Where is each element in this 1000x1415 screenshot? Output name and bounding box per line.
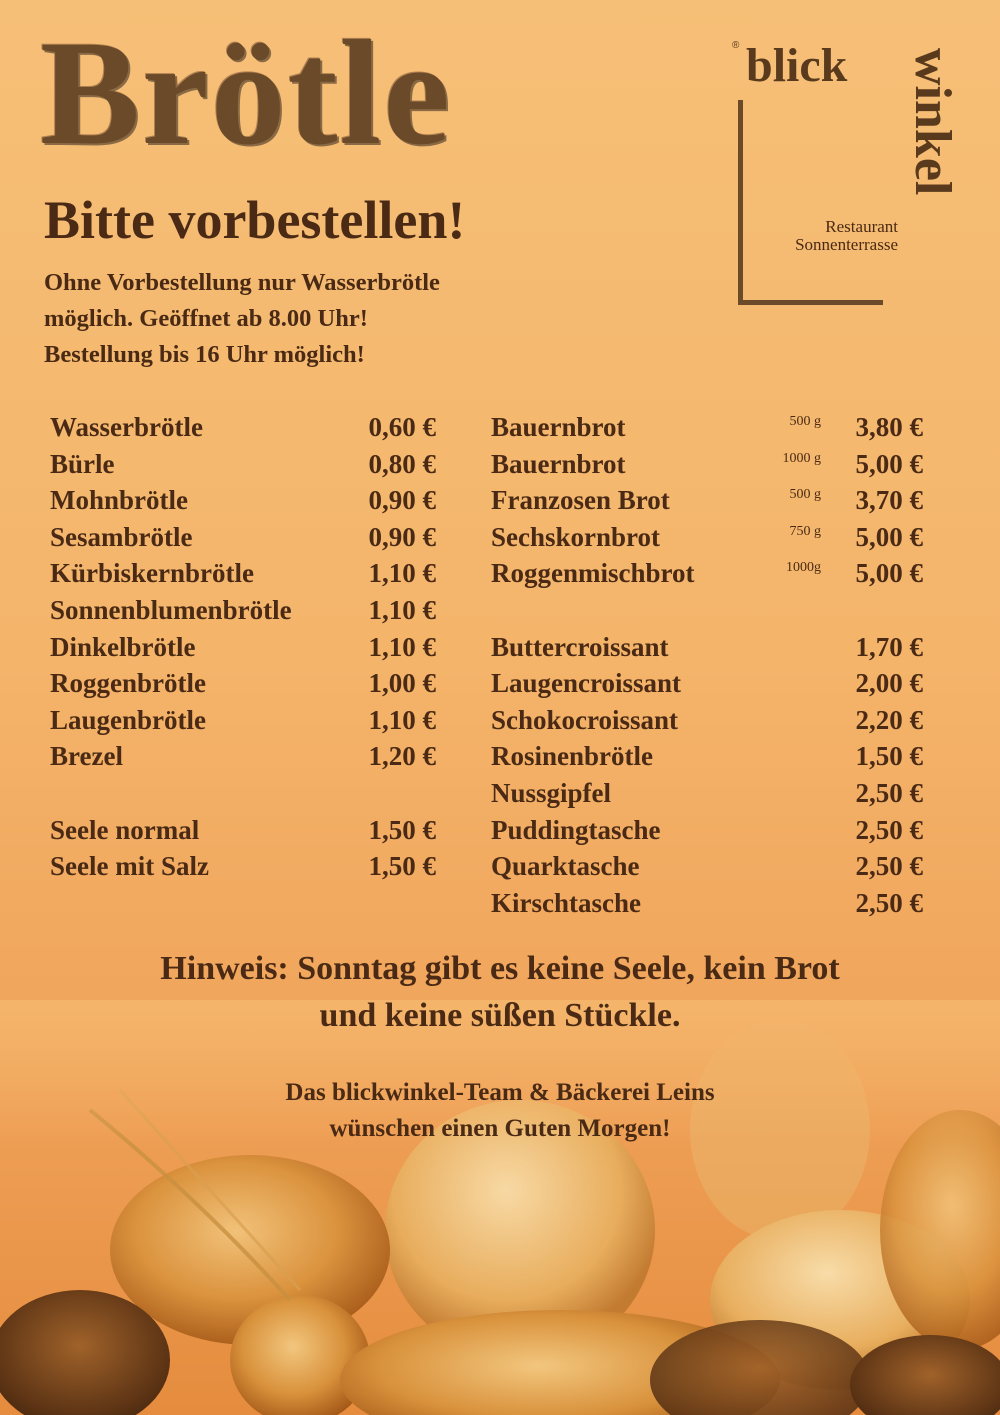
price-row bbox=[491, 558, 931, 595]
price-row bbox=[491, 412, 931, 449]
item-name: Franzosen Brot bbox=[491, 485, 670, 516]
price-row bbox=[50, 815, 450, 852]
team-greeting bbox=[60, 1075, 940, 1147]
price-row bbox=[491, 485, 931, 522]
intro-line: Bestellung bis 16 Uhr möglich! bbox=[44, 341, 365, 368]
item-price: 1,00 € bbox=[368, 668, 436, 699]
item-price: 2,50 € bbox=[855, 851, 923, 882]
item-price: 2,50 € bbox=[855, 887, 923, 918]
price-row bbox=[50, 449, 450, 486]
preorder-heading: Bitte vorbestellen! bbox=[44, 190, 466, 250]
price-row bbox=[50, 558, 450, 595]
item-weight: 1000 g bbox=[782, 450, 821, 466]
price-row bbox=[491, 815, 931, 852]
item-price: 1,50 € bbox=[855, 741, 923, 772]
item-price: 1,10 € bbox=[368, 704, 436, 735]
logo-word-winkel: winkel bbox=[904, 48, 961, 196]
sunday-notice bbox=[60, 945, 940, 1039]
logo-word-blick: blick bbox=[746, 39, 848, 92]
greeting-line: Das blickwinkel-Team & Bäckerei Leins bbox=[285, 1079, 715, 1106]
item-name: Dinkelbrötle bbox=[50, 631, 196, 662]
price-row bbox=[491, 522, 931, 559]
item-name: Bürle bbox=[50, 448, 115, 479]
item-price: 2,50 € bbox=[855, 777, 923, 808]
registered-mark: ® bbox=[732, 40, 740, 51]
blickwinkel-logo bbox=[730, 40, 970, 280]
item-name: Buttercroissant bbox=[491, 631, 669, 662]
notice-line: Hinweis: Sonntag gibt es keine Seele, kein Brot bbox=[160, 950, 840, 987]
item-name: Seele mit Salz bbox=[50, 851, 209, 882]
item-price: 5,00 € bbox=[855, 521, 923, 552]
item-price: 3,70 € bbox=[855, 485, 923, 516]
item-price: 1,10 € bbox=[368, 631, 436, 662]
item-name: Roggenbrötle bbox=[50, 668, 206, 699]
item-name: Roggenmischbrot bbox=[491, 558, 695, 589]
intro-line: Ohne Vorbestellung nur Wasserbrötle bbox=[44, 269, 440, 296]
bread-illustration bbox=[0, 1000, 1000, 1415]
notice-line: und keine süßen Stückle. bbox=[319, 997, 681, 1034]
item-name: Schokocroissant bbox=[491, 704, 679, 735]
item-price: 0,90 € bbox=[368, 521, 436, 552]
item-price: 5,00 € bbox=[855, 558, 923, 589]
item-name: Sonnenblumenbrötle bbox=[50, 594, 292, 625]
bread-pastry-price-list bbox=[491, 412, 931, 924]
price-row bbox=[50, 522, 450, 559]
price-row bbox=[50, 668, 450, 705]
price-row bbox=[50, 632, 450, 669]
price-row bbox=[491, 851, 931, 888]
price-row bbox=[491, 668, 931, 705]
item-name: Seele normal bbox=[50, 814, 200, 845]
rolls-price-list bbox=[50, 412, 450, 888]
item-name: Laugencroissant bbox=[491, 668, 682, 699]
item-name: Quarktasche bbox=[491, 851, 640, 882]
item-name: Laugenbrötle bbox=[50, 704, 207, 735]
intro-line: möglich. Geöffnet ab 8.00 Uhr! bbox=[44, 305, 368, 332]
item-price: 2,50 € bbox=[855, 814, 923, 845]
item-price: 1,70 € bbox=[855, 631, 923, 662]
item-weight: 500 g bbox=[789, 414, 821, 429]
item-name: Sechskornbrot bbox=[491, 521, 661, 552]
item-name: Bauernbrot bbox=[491, 412, 626, 442]
intro-text bbox=[44, 265, 564, 373]
price-row bbox=[50, 851, 450, 888]
item-name: Sesambrötle bbox=[50, 521, 193, 552]
item-name: Puddingtasche bbox=[491, 814, 661, 845]
item-price: 3,80 € bbox=[855, 412, 923, 442]
price-row bbox=[50, 705, 450, 742]
item-price: 0,80 € bbox=[368, 448, 436, 479]
price-row bbox=[491, 449, 931, 486]
item-price: 5,00 € bbox=[855, 448, 923, 479]
item-price: 1,20 € bbox=[368, 741, 436, 772]
item-price: 1,50 € bbox=[368, 814, 436, 845]
page-title: Brötle bbox=[40, 10, 452, 176]
item-price: 1,10 € bbox=[368, 558, 436, 589]
price-row bbox=[50, 595, 450, 632]
item-name: Kürbiskernbrötle bbox=[50, 558, 255, 589]
price-row bbox=[491, 778, 931, 815]
price-row bbox=[491, 741, 931, 778]
item-weight: 750 g bbox=[789, 523, 821, 539]
item-name: Mohnbrötle bbox=[50, 485, 188, 516]
item-name: Kirschtasche bbox=[491, 887, 641, 918]
item-price: 0,60 € bbox=[368, 412, 436, 442]
list-spacer bbox=[50, 778, 450, 815]
item-name: Brezel bbox=[50, 741, 123, 772]
item-price: 0,90 € bbox=[368, 485, 436, 516]
item-weight: 1000g bbox=[786, 560, 821, 576]
logo-frame bbox=[738, 100, 883, 305]
item-weight: 500 g bbox=[789, 487, 821, 503]
list-spacer bbox=[491, 595, 931, 632]
item-price: 2,00 € bbox=[855, 668, 923, 699]
price-row bbox=[491, 705, 931, 742]
logo-subtitle bbox=[758, 218, 898, 254]
item-price: 2,20 € bbox=[855, 704, 923, 735]
item-name: Rosinenbrötle bbox=[491, 741, 653, 772]
price-row bbox=[50, 485, 450, 522]
item-name: Nussgipfel bbox=[491, 777, 612, 808]
price-row bbox=[50, 412, 450, 449]
logo-line-restaurant: Restaurant bbox=[825, 217, 898, 236]
item-price: 1,10 € bbox=[368, 594, 436, 625]
price-row bbox=[50, 741, 450, 778]
item-name: Wasserbrötle bbox=[50, 412, 203, 442]
greeting-line: wünschen einen Guten Morgen! bbox=[329, 1115, 671, 1142]
item-price: 1,50 € bbox=[368, 851, 436, 882]
item-name: Bauernbrot bbox=[491, 448, 626, 479]
price-row bbox=[491, 632, 931, 669]
price-row bbox=[491, 888, 931, 925]
logo-line-sonnenterrasse: Sonnenterrasse bbox=[795, 235, 898, 254]
